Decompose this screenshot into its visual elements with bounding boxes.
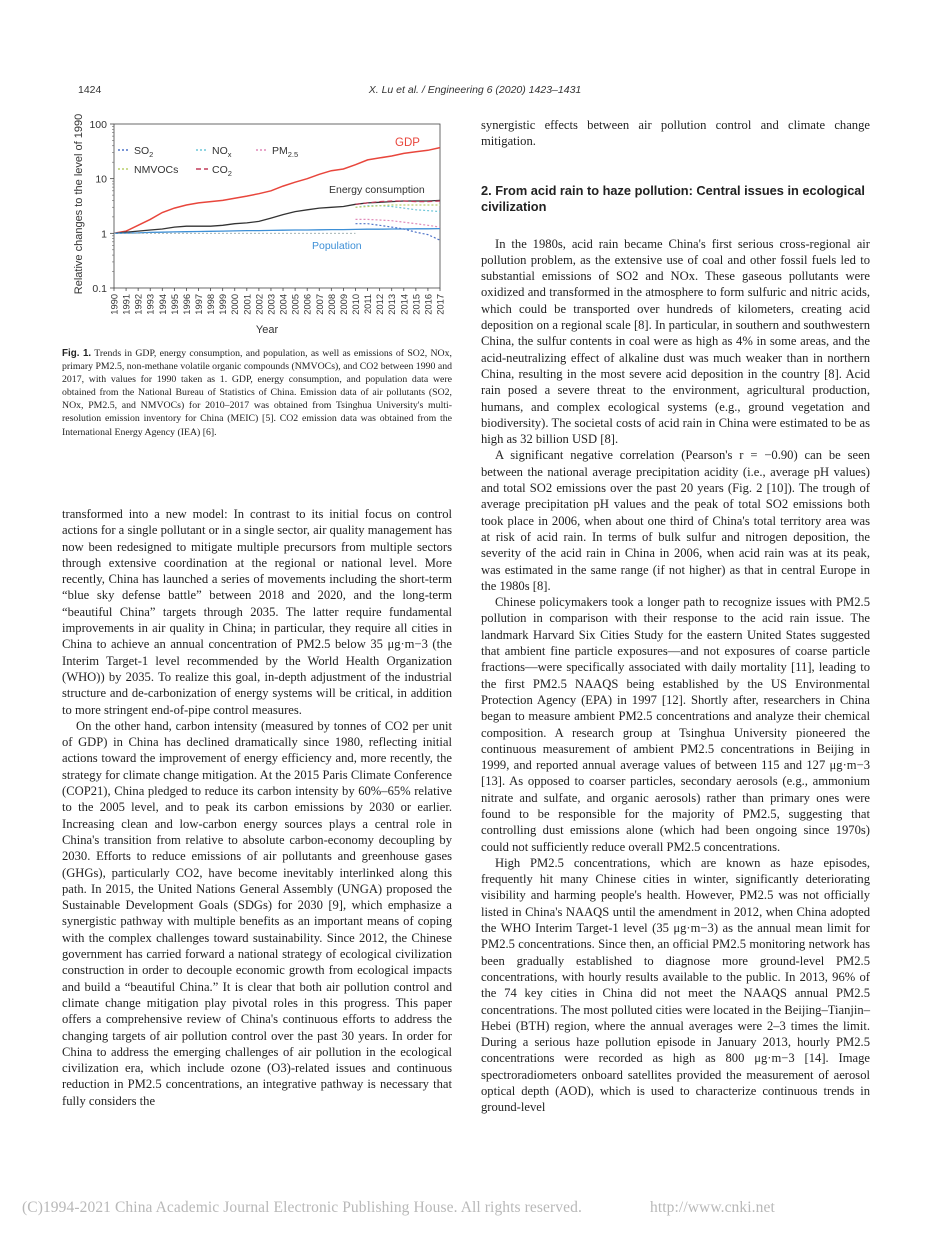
section-heading: 2. From acid rain to haze pollution: Central issues in ecological civilization xyxy=(481,182,865,214)
right-column xyxy=(481,117,870,1116)
x-tick-label: 2002 xyxy=(254,294,265,315)
right-paragraph-1: In the 1980s, acid rain became China's first serious cross-regional air pollution problem, as the extensive use of coal and other fossil fuels led to substantial emissions of SO2 and NOx. These gaseous pollutants were oxidized and transformed in the atmosphere to form sulfuric and nitric acids, which could be transported over hundreds of kilometers, creating acid deposition on a regional scale [8]. In particular, in southern and southwestern China, the sulfur contents in coal were as high as 4% in some areas, and the acid-neutralizing effect of alkaline dust was much weaker than in northern China, resulting in the most severe acid deposition in the country [8]. Acid rain posed a severe threat to the environment, agricultural production, humans, and complex ecological systems (e.g., ground vegetation and biodiversity). The societal costs of acid rain in China were estimated to be as high as 32 billion USD [8]. xyxy=(481,236,870,447)
legend xyxy=(118,145,298,178)
legend-label: NMVOCs xyxy=(134,164,179,176)
x-tick-label: 2004 xyxy=(278,294,289,315)
x-tick-label: 2005 xyxy=(290,294,301,315)
right-paragraph-0: synergistic effects between air pollution control and climate change mitigation. xyxy=(481,118,870,149)
x-tick-label: 1996 xyxy=(181,294,192,315)
x-tick-label: 2003 xyxy=(266,294,277,315)
y-axis-label: Relative changes to the level of 1990 xyxy=(73,113,85,295)
x-tick-label: 1995 xyxy=(169,294,180,315)
x-tick-label: 2011 xyxy=(363,294,374,314)
journal-citation: X. Lu et al. / Engineering 6 (2020) 1423–1431 xyxy=(368,84,582,96)
x-tick-label: 2015 xyxy=(411,294,422,315)
x-tick-label: 2012 xyxy=(375,294,386,315)
y-tick-label: 100 xyxy=(89,119,107,131)
series-co2-line xyxy=(356,201,441,204)
x-tick-label: 2000 xyxy=(230,294,241,315)
footer-copyright: (C)1994-2021 China Academic Journal Electronic Publishing House. All rights reserved. xyxy=(22,1199,582,1216)
x-tick-label: 2014 xyxy=(399,294,410,315)
x-tick-label: 1994 xyxy=(157,294,168,315)
x-tick-label: 1997 xyxy=(194,294,205,315)
x-tick-label: 2008 xyxy=(326,294,337,315)
y-tick-label: 10 xyxy=(95,173,107,186)
x-tick-label: 2013 xyxy=(387,294,398,315)
x-tick-label: 1991 xyxy=(121,294,132,315)
x-tick-label: 2010 xyxy=(350,294,361,315)
x-tick-label: 2007 xyxy=(314,294,325,315)
right-paragraph-4: High PM2.5 concentrations, which are known as haze episodes, frequently hit many Chinese cities in winter, significantly deteriorating visibility and harming people's health. However, PM2.5 was not officially listed in China's NAAQS until the amendment in 2012, when China adopted the WHO Interim Target-1 level (35 μg·m−3) as the annual mean limit for PM2.5 concentrations. Since then, an official PM2.5 monitoring network has been gradually established to diagnose more ground-level PM2.5 concentrations, with hourly results available to the public. In 2013, 96% of the 74 key cities in China did not meet the NAAQS annual PM2.5 concentrations. The most polluted cities were located in the Beijing–Tianjin–Hebei (BTH) region, where the annual averages were 2–3 times the limit. During a serious haze pollution episode in January 2013, hourly PM2.5 concentrations were recorded as high as 800 μg·m−3 [14]. Image spectroradiometers onboard satellites provided the measurement of aerosol optical depth (AOD), which is used to characterize continuous trends in ground-level xyxy=(481,855,870,1115)
figure-1-chart xyxy=(62,112,452,347)
y-tick-label: 0.1 xyxy=(92,283,107,295)
right-paragraph-3: Chinese policymakers took a longer path to recognize issues with PM2.5 pollution in comparison with their response to the acid rain issue. The landmark Harvard Six Cities Study for the eastern United States suggested that ambient fine particle exposures—and not exposures of coarse particle fractions—were specifically associated with daily mortality [11], leading to the first PM2.5 NAAQS being established by the US Environmental Protection Agency (EPA) in 1997 [12]. Shortly after, researchers in China began to measure ambient PM2.5 concentrations and analyze their chemical composition. A research group at Tsinghua University pioneered the continuous measurement of ambient PM2.5 concentrations in Beijing in 1999, and reported annual average values of between 115 and 127 μg·m−3 [13]. As opposed to coarser particles, secondary aerosols (e.g., ammonium nitrate and sulfate, and organic aerosols) rather than primary ones were found to be responsible for the majority of PM2.5, suggesting that controlling dust emissions alone (which had been ongoing since 1970s) could not sufficiently reduce overall PM2.5 concentrations. xyxy=(481,595,870,854)
left-paragraph-1: transformed into a new model: In contrast to its initial focus on control actions for a single pollutant or in a single sector, air quality management has now been redesigned to mitigate multiple precursors from multiple sectors through extensive coordination at the regional or national level. More recently, China has launched a series of movements including the short-term “blue sky defense battle” between 2018 and 2020, and the long-term “beautiful China” targets through 2035. The latter require fundamental improvements in air quality in China; in particular, they require all cities in China to achieve an annual concentration of PM2.5 below 35 μg·m−3 (the Interim Target-1 level recommended by the World Health Organization (WHO)) by 2035. To realize this goal, in-depth adjustment of the industrial structure and de-carbonization of energy systems will be critical, in addition to more stringent end-of-pipe control measures. xyxy=(62,507,452,717)
x-tick-label: 1998 xyxy=(206,294,217,315)
figure-caption xyxy=(62,347,452,439)
footer xyxy=(22,1199,928,1217)
left-column xyxy=(62,506,452,1109)
x-tick-label: 2009 xyxy=(338,294,349,315)
annotation-population: Population xyxy=(312,240,362,252)
x-tick-label: 2016 xyxy=(423,294,434,315)
x-axis-label: Year xyxy=(255,324,279,336)
x-tick-label: 2001 xyxy=(242,294,253,315)
legend-label: $NO_x$ xyxy=(212,145,232,159)
legend-label: $SO_2$ xyxy=(134,145,154,159)
annotation-energy: Energy consumption xyxy=(329,184,425,196)
x-tick-label: 1999 xyxy=(218,294,229,315)
x-tick-label: 2017 xyxy=(435,294,446,315)
right-paragraph-2: A significant negative correlation (Pearson's r = −0.90) can be seen between the national average precipitation acidity (i.e., average pH values) and total SO2 emissions over the past 20 years (Fig. 2 [10]). The trough of average precipitation pH values and the peak of total SO2 emissions both took place in 2006, when about one third of China's total territory area was at risk of acid rain. In terms of bulk sulfur and nitrogen deposition, the severity of the acid rain in China in 2006, when acid rain was at its peak, was estimated in the same range (if not higher) as that in central Europe in the 1980s [8]. xyxy=(481,448,870,593)
x-tick-label: 1990 xyxy=(109,294,120,315)
series-so2-line xyxy=(356,224,441,241)
annotation-gdp: GDP xyxy=(395,137,420,149)
x-tick-label: 1993 xyxy=(145,294,156,315)
y-tick-label: 1 xyxy=(101,228,107,241)
caption-text: Trends in GDP, energy consumption, and population, as well as emissions of SO2, NOx, primary PM2.5, non-methane volatile organic compounds (NMVOCs), and CO2 between 1990 and 2017, with values for 1990 taken as 1. GDP, energy consumption, and population data were obtained from the National Bureau of Statistics of China. Emission data of air pollutants (SO2, NOx, PM2.5, and NMVOCs) for 2010–2017 was obtained from Tsinghua University's multi-resolution emission inventory for China (MEIC) [5]. CO2 emission data was obtained from the International Energy Agency (IEA) [6]. xyxy=(62,348,452,438)
page-number: 1424 xyxy=(78,84,102,96)
x-tick-label: 1992 xyxy=(133,294,144,315)
x-tick-label: 2006 xyxy=(302,294,313,315)
left-paragraph-2: On the other hand, carbon intensity (measured by tonnes of CO2 per unit of GDP) in China has declined dramatically since 1980, reflecting initial actions toward the improvement of energy efficiency and, more recently, the strategy for climate change mitigation. At the 2015 Paris Climate Conference (COP21), China pledged to reduce its carbon intensity by 60%–65% relative to the 2005 level, and to peak its carbon emissions by 2030 or earlier. Increasing clean and low-carbon energy sources plays a central role in China's transition from relative to absolute carbon-economy decoupling by 2030. Efforts to reduce emissions of air pollutants and greenhouse gases (GHGs), particularly CO2, have become inevitably interlinked along this path. In 2015, the United Nations General Assembly (UNGA) proposed the Sustainable Development Goals (SDGs) for 2030 [9], which emphasize a synergistic pathway with multiple benefits as an important means of coping with the complex challenges toward sustainability. Since 2012, the Chinese government has carried forward a national strategy of ecological civilization construction in order to decouple economic growth from ecological impacts and build a “beautiful China.” It is clear that both air pollution control and climate change mitigation play pivotal roles in this progress. This paper offers a comprehensive review of China's continuous efforts to address the changing targets of air pollution control over the past 30 years. In order for China to address the emerging challenges of air pollution in the ecological civilization era, which include ozone (O3)-related issues and continuous reduction in PM2.5 concentrations, an integrative pathway is necessary that fully considers the xyxy=(62,718,452,1108)
footer-url: http://www.cnki.net xyxy=(650,1199,775,1216)
legend-label: $CO_2$ xyxy=(212,164,232,178)
legend-label: $PM_{2.5}$ xyxy=(272,145,299,159)
caption-label: Fig. 1. xyxy=(62,348,92,359)
